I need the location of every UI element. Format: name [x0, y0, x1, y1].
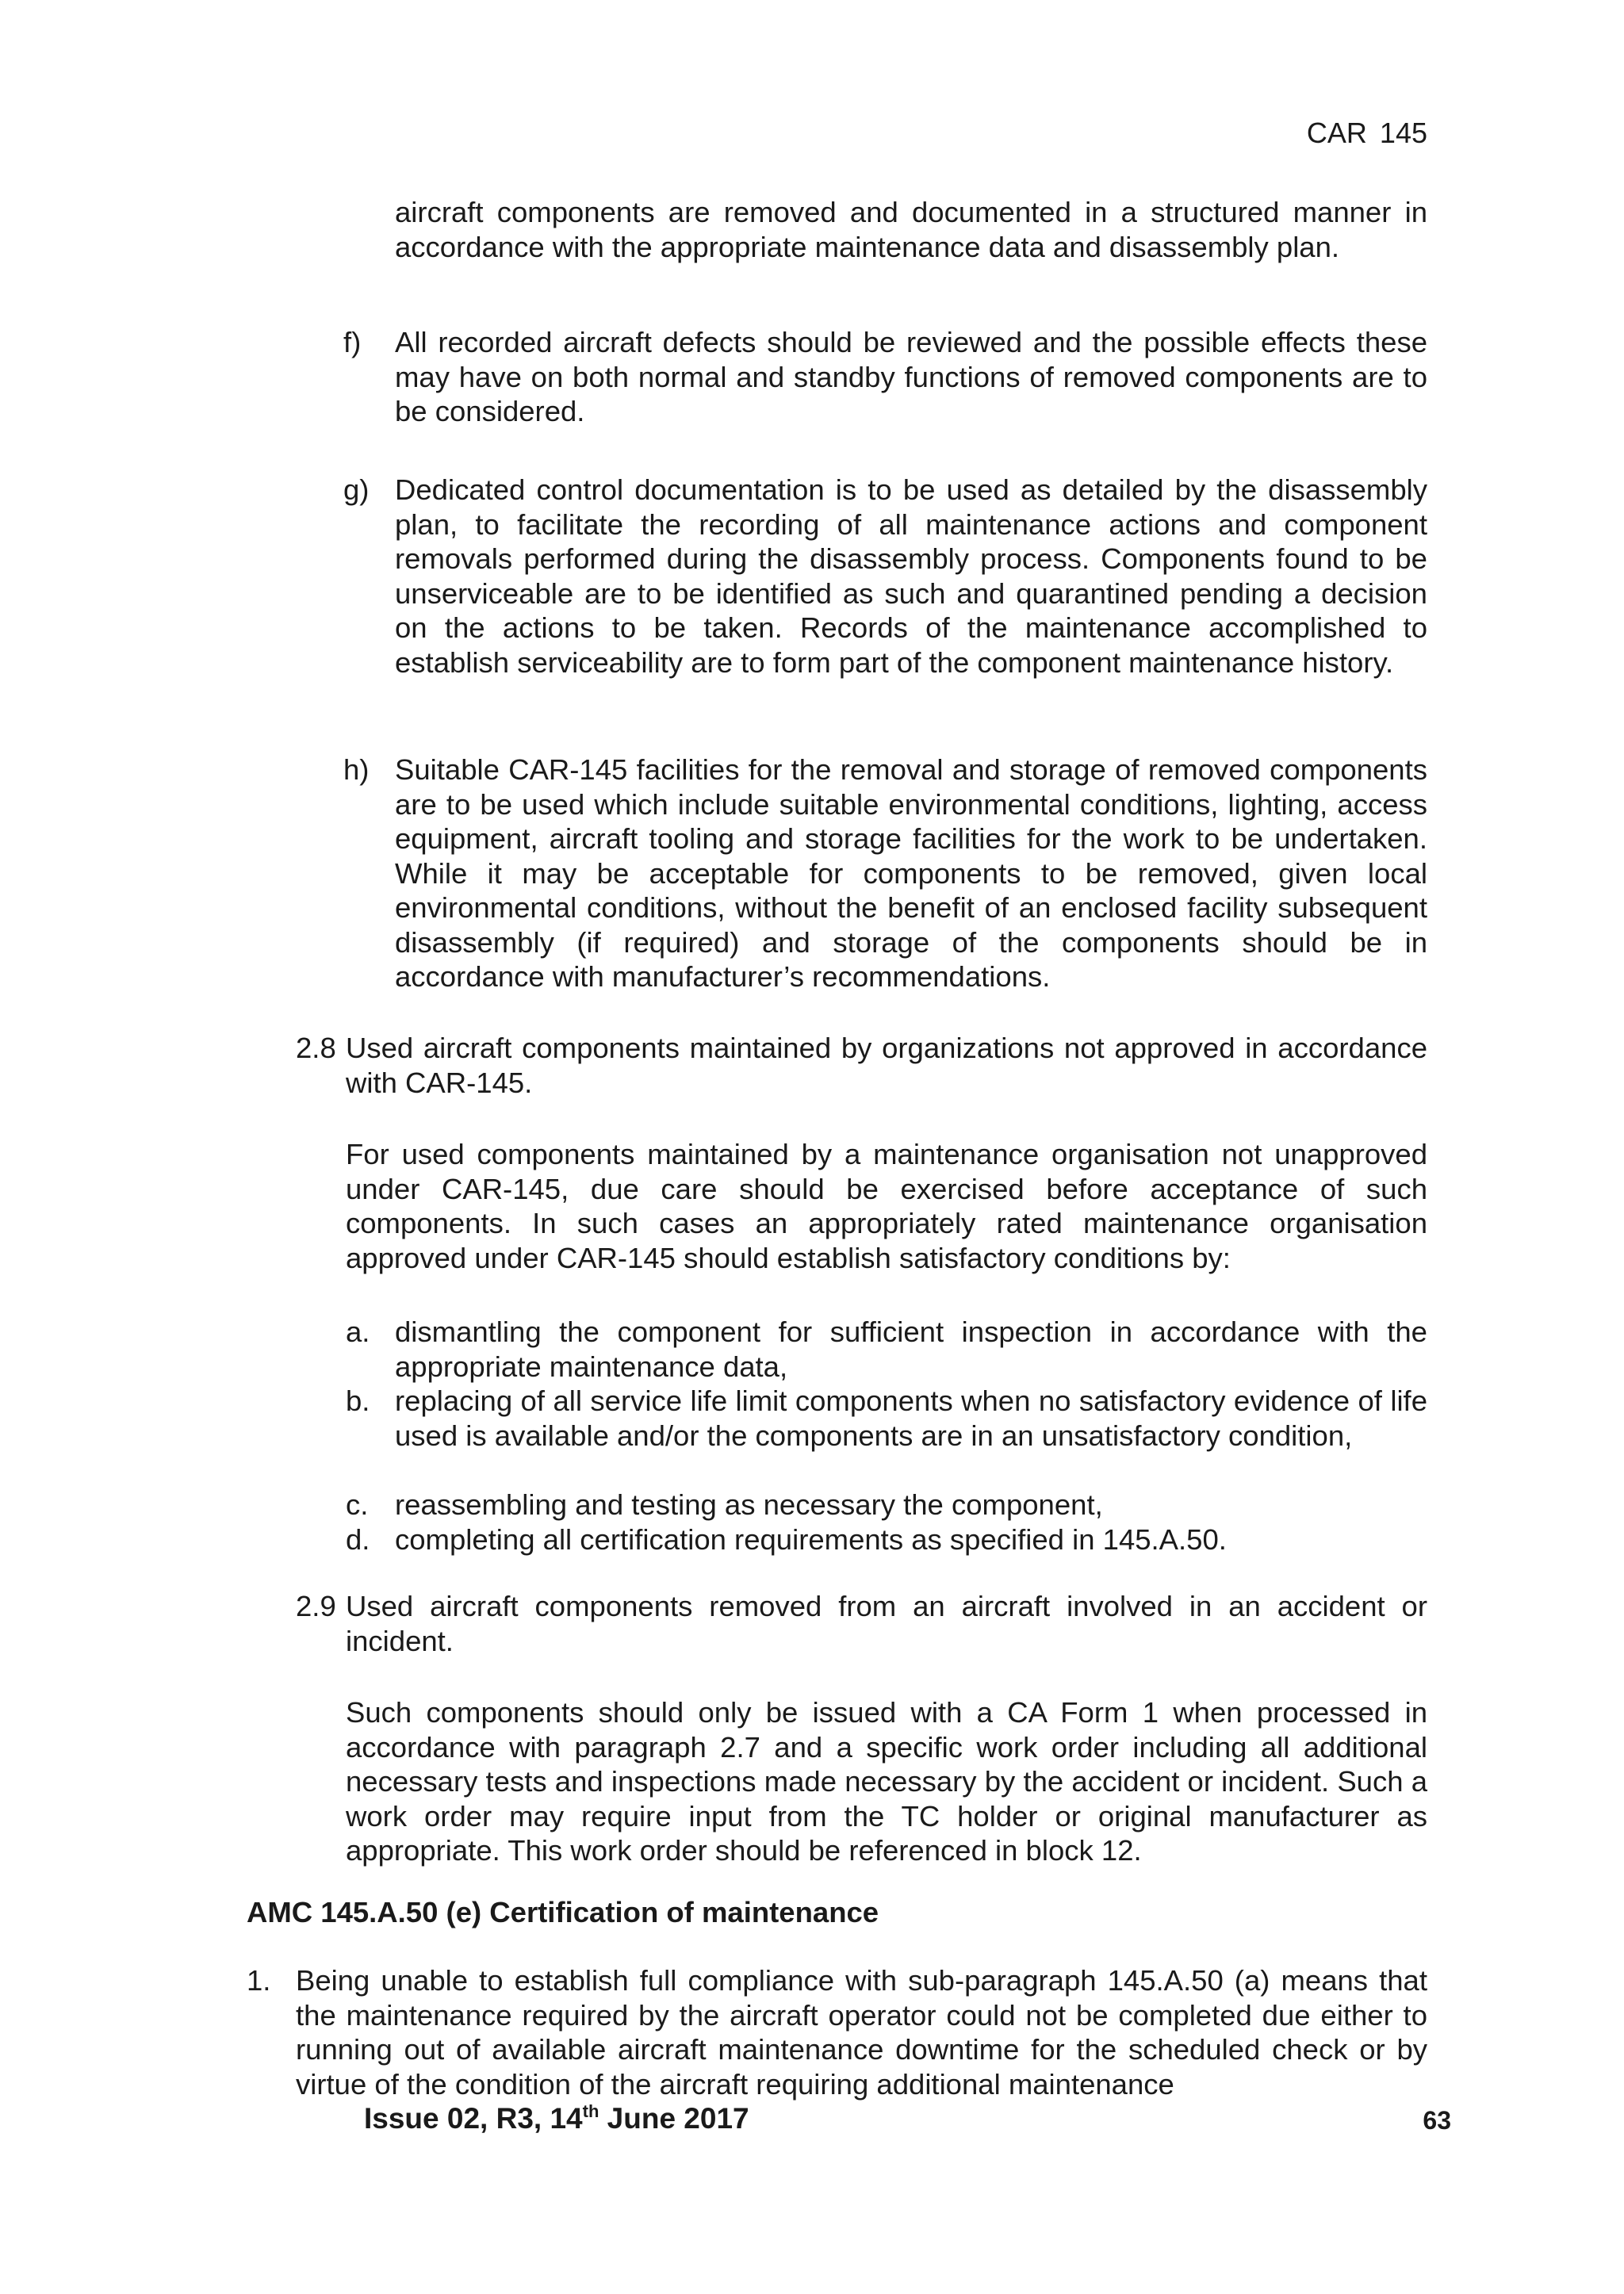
section-paragraph-text: For used components maintained by a maintenance organisation not unapproved under CAR-145, due care should be exercised before acceptance of such components. In such cases an appropriately rated maintenance organisation approved under CAR-145 should establish satisfactory conditions by: — [346, 1138, 1427, 1274]
page-number: 63 — [1423, 2106, 1451, 2135]
sub-item-marker: g) — [343, 473, 370, 506]
section-heading-text: Used aircraft components removed from an aircraft involved in an accident or incident. — [346, 1590, 1427, 1657]
issue-prefix: Issue 02, R3, 14 — [364, 2102, 583, 2135]
sub-item-marker: f) — [343, 326, 362, 358]
section-2-9-paragraph — [346, 1695, 1427, 1868]
amc-item-text: Being unable to establish full compliance with sub-paragraph 145.A.50 (a) means that the maintenance required by the aircraft operator could not be completed due either to running out of available aircraft maintenance downtime for the scheduled check or by virtue of the condition of the aircraft requiring additional maintenance — [296, 1964, 1427, 2101]
section-number: 2.9 — [296, 1590, 336, 1622]
section-heading-text: Used aircraft components maintained by organizations not approved in accordance with CAR-145. — [346, 1032, 1427, 1099]
list-item-text: dismantling the component for sufficient inspection in accordance with the appropriate maintenance data, — [395, 1316, 1427, 1383]
sub-item-f — [343, 325, 1427, 429]
list-item-text: completing all certification requirements as specified in 145.A.50. — [395, 1523, 1227, 1556]
issue-superscript: th — [582, 2101, 599, 2121]
section-paragraph-text: Such components should only be issued with a CA Form 1 when processed in accordance with paragraph 2.7 and a specific work order including all additional necessary tests and inspections made necessary by the accident or incident. Such a work order may require input from the TC holder or original manufacturer as appropriate. This work order should be referenced in block 12. — [346, 1696, 1427, 1867]
section-2-8-paragraph — [346, 1137, 1427, 1275]
continuation-text: aircraft components are removed and documented in a structured manner in accordance with the appropriate maintenance data and disassembly plan. — [395, 196, 1427, 263]
section-2-8-heading — [296, 1031, 1427, 1100]
sub-item-g — [343, 473, 1427, 680]
list-item-d — [346, 1522, 1427, 1557]
section-2-9-heading — [296, 1589, 1427, 1658]
issue-suffix: June 2017 — [599, 2102, 749, 2135]
list-item-marker: c. — [346, 1488, 369, 1521]
sub-item-text: All recorded aircraft defects should be reviewed and the possible effects these may have on both normal and standby functions of removed components are to be considered. — [395, 326, 1427, 427]
sub-item-marker: h) — [343, 753, 370, 786]
list-item-b — [346, 1384, 1427, 1453]
amc-title-text: AMC 145.A.50 (e) Certification of maintenance — [247, 1896, 879, 1928]
document-code-header: CAR 145 — [1306, 117, 1427, 149]
issue-date-footer — [364, 2101, 749, 2136]
sub-item-h — [343, 753, 1427, 994]
amc-section-title — [247, 1895, 1427, 1930]
list-item-c — [346, 1488, 1427, 1522]
sub-item-text: Suitable CAR-145 facilities for the removal and storage of removed components are to be used which include suitable environmental conditions, lighting, access equipment, aircraft tooling and storage facilities for the work to be undertaken. While it may be acceptable for components to be removed, given local environmental conditions, without the benefit of an enclosed facility subsequent disassembly (if required) and storage of the components should be in accordance with manufacturer’s recommendations. — [395, 753, 1427, 993]
list-item-text: reassembling and testing as necessary the component, — [395, 1488, 1103, 1521]
list-item-text: replacing of all service life limit components when no satisfactory evidence of life used is available and/or the components are in an unsatisfactory condition, — [395, 1384, 1427, 1452]
list-item-marker: b. — [346, 1384, 370, 1417]
amc-item-marker: 1. — [247, 1964, 271, 1997]
amc-item-1 — [247, 1963, 1427, 2101]
list-item-marker: d. — [346, 1523, 370, 1556]
sub-item-text: Dedicated control documentation is to be used as detailed by the disassembly plan, to facilitate the recording of all maintenance actions and component removals performed during the disassembly process. Components found to be unserviceable are to be identified as such and quarantined pending a decision on the actions to be taken. Records of the maintenance accomplished to establish serviceability are to form part of the component maintenance history. — [395, 473, 1427, 679]
list-item-marker: a. — [346, 1316, 370, 1348]
section-number: 2.8 — [296, 1032, 336, 1064]
continuation-paragraph — [395, 195, 1427, 264]
list-item-a — [346, 1315, 1427, 1384]
